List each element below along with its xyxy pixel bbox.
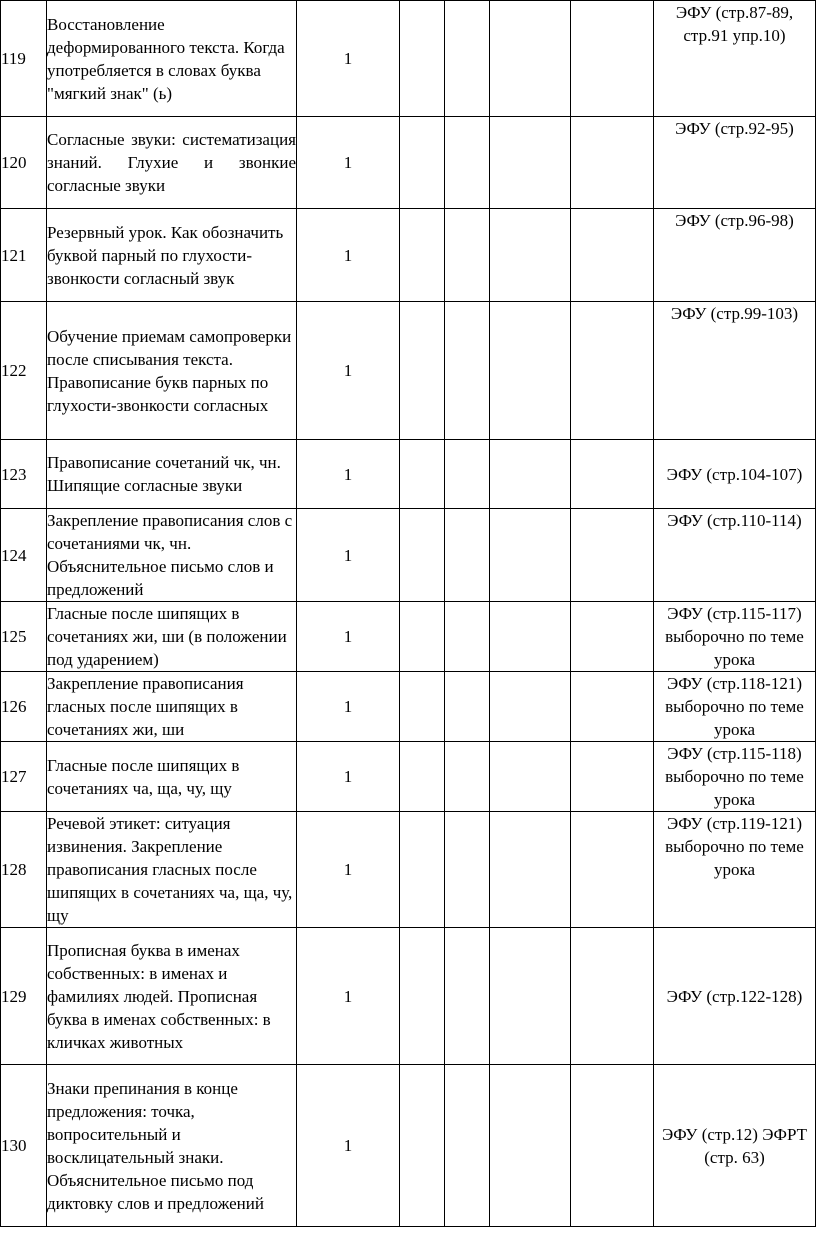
lesson-number: 120 [1,117,47,209]
table-row [1,117,816,209]
empty-cell [400,302,445,440]
empty-cell [400,672,445,742]
lesson-hours: 1 [297,440,400,509]
lesson-hours: 1 [297,302,400,440]
table-row [1,209,816,302]
lesson-resources: ЭФУ (стр.118-121) выборочно по теме урока [654,672,816,742]
empty-cell [400,928,445,1065]
empty-cell [445,209,490,302]
empty-cell [490,302,571,440]
empty-cell [571,812,654,928]
lesson-topic: Правописание сочетаний чк, чн. Шипящие согласные звуки [47,440,297,509]
lesson-topic: Гласные после шипящих в сочетаниях жи, ши (в положении под ударением) [47,602,297,672]
lesson-topic: Обучение приемам самопроверки после списывания текста. Правописание букв парных по глухости-звонкости согласных [47,302,297,440]
lesson-number: 121 [1,209,47,302]
lesson-topic: Закрепление правописания слов с сочетаниями чк, чн. Объяснительное письмо слов и предложений [47,509,297,602]
lesson-number: 119 [1,1,47,117]
lesson-number: 124 [1,509,47,602]
empty-cell [490,440,571,509]
table-row [1,742,816,812]
empty-cell [400,812,445,928]
lesson-topic: Восстановление деформированного текста. Когда употребляется в словах буква "мягкий знак" (ь) [47,1,297,117]
empty-cell [490,672,571,742]
empty-cell [490,928,571,1065]
lesson-hours: 1 [297,509,400,602]
lesson-number: 130 [1,1065,47,1227]
lesson-hours: 1 [297,1,400,117]
table-row [1,812,816,928]
lesson-hours: 1 [297,672,400,742]
lesson-hours: 1 [297,812,400,928]
empty-cell [571,1065,654,1227]
empty-cell [490,117,571,209]
empty-cell [571,509,654,602]
lesson-topic: Резервный урок. Как обозначить буквой парный по глухости-звонкости согласный звук [47,209,297,302]
empty-cell [571,209,654,302]
lesson-resources: ЭФУ (стр.104-107) [654,440,816,509]
empty-cell [490,602,571,672]
empty-cell [445,928,490,1065]
table-row [1,1065,816,1227]
empty-cell [445,1065,490,1227]
table-row [1,440,816,509]
lesson-hours: 1 [297,1065,400,1227]
empty-cell [400,1,445,117]
empty-cell [571,440,654,509]
empty-cell [400,602,445,672]
lesson-topic: Знаки препинания в конце предложения: точка, вопросительный и восклицательный знаки. Объяснительное письмо под диктовку слов и предложений [47,1065,297,1227]
table-row [1,509,816,602]
empty-cell [445,742,490,812]
lesson-number: 127 [1,742,47,812]
empty-cell [400,209,445,302]
lesson-hours: 1 [297,928,400,1065]
empty-cell [490,1,571,117]
empty-cell [571,1,654,117]
empty-cell [400,440,445,509]
lesson-number: 128 [1,812,47,928]
empty-cell [445,672,490,742]
empty-cell [571,742,654,812]
table-row [1,672,816,742]
empty-cell [571,928,654,1065]
empty-cell [571,302,654,440]
empty-cell [445,812,490,928]
lesson-hours: 1 [297,117,400,209]
lesson-topic: Речевой этикет: ситуация извинения. Закрепление правописания гласных после шипящих в сочетаниях ча, ща, чу, щу [47,812,297,928]
lesson-resources: ЭФУ (стр.110-114) [654,509,816,602]
lesson-hours: 1 [297,209,400,302]
empty-cell [490,742,571,812]
empty-cell [571,672,654,742]
table-row [1,1,816,117]
empty-cell [571,117,654,209]
lesson-resources: ЭФУ (стр.12) ЭФРТ (стр. 63) [654,1065,816,1227]
lesson-number: 126 [1,672,47,742]
lesson-resources: ЭФУ (стр.99-103) [654,302,816,440]
empty-cell [445,509,490,602]
empty-cell [400,117,445,209]
empty-cell [400,742,445,812]
lesson-hours: 1 [297,742,400,812]
lesson-topic: Закрепление правописания гласных после шипящих в сочетаниях жи, ши [47,672,297,742]
empty-cell [571,602,654,672]
lesson-number: 122 [1,302,47,440]
lesson-number: 125 [1,602,47,672]
empty-cell [445,302,490,440]
empty-cell [445,440,490,509]
empty-cell [490,509,571,602]
lesson-resources: ЭФУ (стр.92-95) [654,117,816,209]
table-row [1,302,816,440]
lesson-resources: ЭФУ (стр.96-98) [654,209,816,302]
lesson-topic: Гласные после шипящих в сочетаниях ча, ща, чу, щу [47,742,297,812]
lesson-resources: ЭФУ (стр.87-89, стр.91 упр.10) [654,1,816,117]
lesson-hours: 1 [297,602,400,672]
empty-cell [445,602,490,672]
empty-cell [445,117,490,209]
lesson-resources: ЭФУ (стр.122-128) [654,928,816,1065]
empty-cell [400,509,445,602]
lesson-number: 129 [1,928,47,1065]
lesson-topic: Согласные звуки: систематизация знаний. Глухие и звонкие согласные звуки [47,117,297,209]
empty-cell [445,1,490,117]
empty-cell [490,1065,571,1227]
table-row [1,928,816,1065]
lesson-resources: ЭФУ (стр.115-118) выборочно по теме урока [654,742,816,812]
lesson-resources: ЭФУ (стр.119-121) выборочно по теме урока [654,812,816,928]
lesson-resources: ЭФУ (стр.115-117) выборочно по теме урока [654,602,816,672]
empty-cell [400,1065,445,1227]
empty-cell [490,812,571,928]
empty-cell [490,209,571,302]
lesson-topic: Прописная буква в именах собственных: в именах и фамилиях людей. Прописная буква в именах собственных: в кличках животных [47,928,297,1065]
table-row [1,602,816,672]
lesson-number: 123 [1,440,47,509]
